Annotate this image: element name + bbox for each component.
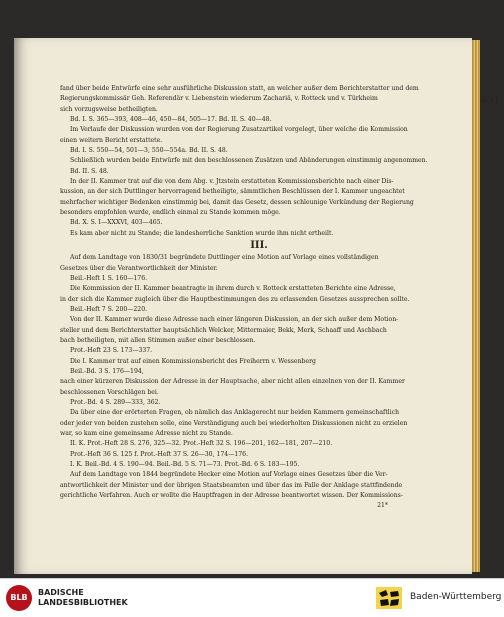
- text-line: bach betheiligten, mit allen Stimmen außer einer beschlossen.: [60, 336, 256, 344]
- text-line: II. K. Prot.-Heft 28 S. 276, 325—32. Prot.-Heft 32 S. 196—201, 162—181, 207—210.: [70, 440, 333, 448]
- text-line: Gesetzes über die Verantwortlichkeit der Minister.: [60, 264, 218, 272]
- text-line: besonders empfohlen wurde, endlich einmal zu Stande kommen möge.: [60, 209, 281, 217]
- text-line: oder jeder von beiden zustehen solle, eine Verständigung auch bei wiederholten Diskussionen nicht zu erzielen: [60, 419, 408, 427]
- text-line: steller und dem Berichterstatter hauptsächlich Welcker, Mittermaier, Bekk, Merk, Schaaff und Aschbach: [60, 326, 387, 334]
- text-line: Schließlich wurden beide Entwürfe mit den beschlossenen Zusätzen und Abänderungen einstimmig angenommen.: [70, 157, 428, 165]
- text-line: In der II. Kammer trat auf die von dem Abg. v. Jtzstein erstatteten Kommissionsberichte nach einer Dis-: [70, 178, 394, 186]
- blb-logo[interactable]: BLB: [6, 585, 32, 611]
- text-line: Da über eine der erörterten Fragen, ob nämlich das Anklagerecht nur beiden Kammern gemeinschaftlich: [70, 409, 400, 417]
- library-name[interactable]: [38, 588, 128, 608]
- text-line: Bd. I. S. 365—393, 408—46, 450—84, 505—17. Bd. II. S. 40—48.: [70, 116, 272, 124]
- page-text: [60, 74, 500, 512]
- footer-bar: [0, 578, 504, 617]
- text-line: Prot.-Heft 23 S. 173—337.: [70, 347, 153, 355]
- state-name[interactable]: Baden-Württemberg: [410, 592, 502, 602]
- text-line: Bd. I. S. 550—54, 501—3, 550—554a. Bd. II. S. 48.: [70, 147, 228, 155]
- text-line: gerichtliche Verfahren. Auch er wollte die Hauptfragen in der Adresse beantwortet wissen. Der Kommissions-: [60, 492, 403, 500]
- text-line: einen weitern Bericht erstattete.: [60, 136, 163, 144]
- text-lines: [60, 84, 458, 501]
- scanned-page: [14, 38, 500, 574]
- text-line: Von der II. Kammer wurde diese Adresse nach einer längeren Diskussion, an der sich außer dem Motion-: [70, 316, 399, 324]
- text-line: fand über beide Entwürfe eine sehr ausführliche Diskussion statt, an welcher außer dem Berichterstatter und dem: [60, 85, 419, 92]
- text-line: war, so kam eine gemeinsame Adresse nicht zu Stande.: [60, 430, 233, 437]
- text-line: Beil.-Heft 1 S. 160—176.: [70, 274, 148, 282]
- page-number: 431: [480, 95, 500, 106]
- text-line: Es kam aber nicht zu Stande; die landesherrliche Sanktion wurde ihm nicht ertheilt.: [70, 229, 334, 237]
- text-line: Bd. X. S. I—XXXVI, 403—465.: [70, 219, 163, 227]
- text-line: Beil.-Bd. 3 S. 176—194,: [70, 367, 144, 375]
- text-line: beschlossenen Vorschlägen bei.: [60, 388, 159, 396]
- page-header: [60, 96, 500, 110]
- text-line: Die Kommission der II. Kammer beantragte in ihrem durch v. Rotteck erstatteten Berichte eine Adresse,: [70, 285, 396, 293]
- text-line: Bd. II. S. 48.: [70, 167, 109, 175]
- library-name-line1: BADISCHE: [38, 588, 84, 597]
- text-line: mehrfacher wichtiger Bedenken einstimmig bei, damit das Gesetz, dessen schleunige Verkündung der Regierung: [60, 198, 414, 206]
- text-line: Auf dem Landtage von 1844 begründete Hecker eine Motion auf Vorlage eines Gesetzes über die Ver-: [70, 471, 388, 479]
- text-line: Regierungskommissär Geh. Referendär v. Liebenstein wiederum Zachariä, v. Rotteck und v. Türkheim: [60, 95, 378, 103]
- text-line: I. K. Beil.-Bd. 4 S. 190—94. Beil.-Bd. 5 S. 71—73. Prot.-Bd. 6 S. 183—195.: [70, 461, 300, 469]
- sheet-signature: 21*: [377, 502, 388, 510]
- library-name-line2: LANDESBIBLIOTHEK: [38, 598, 128, 607]
- text-line: Beil.-Heft 7 S. 200—220.: [70, 305, 148, 313]
- section-heading: III.: [250, 240, 268, 252]
- state-crest-icon: [374, 585, 404, 611]
- text-line: in der sich die Kammer zugleich über die Hauptbestimmungen des zu erlassenden Gesetzes aussprechen sollte.: [60, 295, 410, 303]
- text-line: Prot.-Heft 36 S. 125 f. Prot.-Heft 37 S. 26—30, 174—176.: [70, 450, 249, 458]
- text-line: Im Verlaufe der Diskussion wurden von der Regierung Zusatzartikel vorgelegt, über welche die Kommission: [70, 126, 408, 134]
- text-line: nach einer kürzeren Diskussion der Adresse in der Hauptsache, aber nicht allen einzelnen von der II. Kammer: [60, 378, 405, 386]
- text-line: kussion, an der sich Duttlinger hervorragend betheiligte, sämmtlichen Beschlüssen der I. Kammer ungeachtet: [60, 188, 405, 196]
- text-line: Die I. Kammer trat auf einen Kommissionsbericht des Freiherrn v. Wessenberg: [70, 357, 316, 365]
- text-line: Auf dem Landtage von 1830/31 begründete Duttlinger eine Motion auf Vorlage eines vollständigen: [70, 254, 379, 262]
- text-line: antwortlichkeit der Minister und der übrigen Staatsbeamten und über das im Falle der Anklage stattfindende: [60, 481, 403, 489]
- text-line: Prot.-Bd. 4 S. 289—333, 362.: [70, 398, 161, 406]
- text-line: sich vorzugsweise betheiligten.: [60, 105, 158, 113]
